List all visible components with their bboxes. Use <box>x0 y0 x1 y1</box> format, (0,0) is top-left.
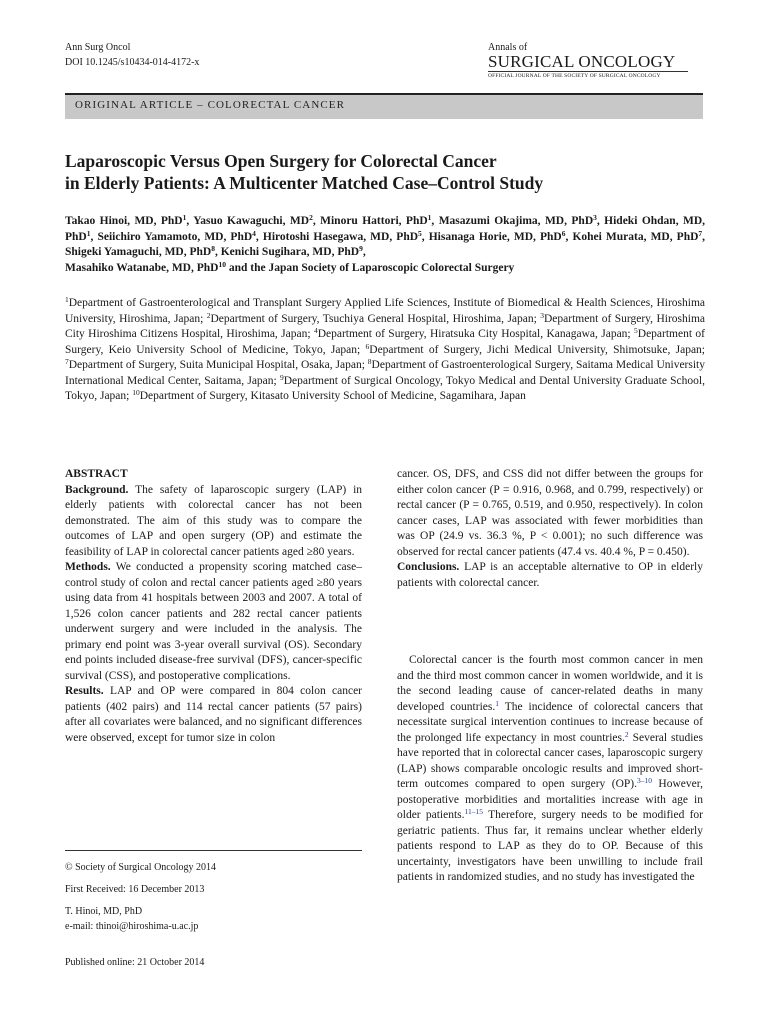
abstract-left-column <box>65 467 362 746</box>
methods-label: Methods. <box>65 561 111 573</box>
methods-text: We conducted a propensity scoring matched case–control study of colon and rectal cancer patients aged ≥80 years using data from 41 hospitals between 2003 and 2007. A total of 1,526 colon cancer patients and 282 rectal cancer patients underwent surgery and were included in the analysis. The primary end point was 3-year overall survival (OS). Secondary end points included disease-free survival (DFS), cancer-specific survival (CSS), and postoperative complications. <box>65 561 362 682</box>
intro-text: Colorectal cancer is the fourth most common cancer in men and the third most common cancer in women worldwide, and it is the second leading cause of cancer-related deaths in many developed countries. <box>397 654 703 713</box>
author-name: Kohei Murata, MD, PhD <box>572 230 699 243</box>
logo-journal-name: SURGICAL ONCOLOGY <box>488 53 688 72</box>
affiliation-number: 2 <box>206 310 211 320</box>
author-affiliation-ref: 3 <box>593 213 597 222</box>
section-label: ORIGINAL ARTICLE – COLORECTAL CANCER <box>75 99 346 111</box>
author-list: Takao Hinoi, MD, PhD$^1$, Yasuo Kawaguchi, $MD^2$, Minoru Hattori, PhD$^1$, Masazumi Okajima, MD, PhD$^3$, Hideki Ohdan, MD, PhD$^1$, Seiichiro Yamamoto, MD, PhD$^4$, Hirotoshi Hasegawa, MD, PhD$^5$, Hisanaga Horie, MD, PhD$^6$, Kohei Murata, MD, PhD$^7$, Shigeki Yamaguchi, MD, PhD$^8$, Kenichi Sugihara, MD, PhD$^9$, Masahiko Watanabe, MD, PhD$^{10}$ and the Japan Society of Laparoscopic Colorectal Surgery <box>65 213 706 274</box>
affiliation-number: 10 <box>132 388 140 397</box>
intro-text: Therefore, surgery needs to be modified for geriatric patients. Thus far, it remains unclear whether elderly patients respond to LAP as they do to OP. Because of this uncertainty, investigators have been unwilling to include frail patients in randomized studies, and no study has investigated the <box>397 809 703 883</box>
author-affiliation-ref: 1 <box>86 228 91 238</box>
logo-subtitle: OFFICIAL JOURNAL OF THE SOCIETY OF SURGICAL ONCOLOGY <box>488 73 661 79</box>
author-name: Kenichi Sugihara, MD, PhD <box>220 246 360 258</box>
article-title <box>65 150 705 194</box>
author-affiliation-ref: 10 <box>218 259 226 269</box>
citation-link[interactable]: 11–15 <box>464 807 484 816</box>
author-affiliation-ref: 6 <box>561 228 566 238</box>
affiliation-text: Department of Surgery, Hiratsuka City Hospital, Kanagawa, Japan; <box>317 328 631 340</box>
author-name: Masazumi Okajima, MD, PhD <box>438 215 594 227</box>
author-name: Minoru Hattori, PhD <box>320 215 428 227</box>
received-date: First Received: 16 December 2013 <box>65 884 205 895</box>
author-affiliation-ref: 2 <box>309 213 313 222</box>
author-affiliation-ref: 4 <box>252 228 256 238</box>
abstract-right-column <box>397 467 703 591</box>
affiliation-number: 8 <box>367 357 372 366</box>
abstract-heading: ABSTRACT <box>65 468 128 480</box>
journal-logo <box>488 42 688 80</box>
affiliation-number: 6 <box>365 341 370 351</box>
citation-link[interactable]: 3–10 <box>636 776 652 785</box>
article-info <box>65 860 362 934</box>
author-affiliation-ref: 9 <box>359 244 363 253</box>
author-name: Masahiko Watanabe, MD, PhD <box>65 261 219 274</box>
results-label: Results. <box>65 685 104 697</box>
affiliation-text: Department of Surgery, Kitasato University School of Medicine, Sagamihara, Japan <box>139 390 526 402</box>
author-name: Yasuo Kawaguchi, MD <box>193 215 310 227</box>
author-name: Seiichiro Yamamoto, MD, PhD <box>97 230 253 243</box>
intro-paragraph <box>397 653 703 886</box>
affiliation-text: Department of Surgery, Hiroshima City Hiroshima Citizens Hospital, Hiroshima, Japan; <box>65 312 706 340</box>
corresponding-author: T. Hinoi, MD, PhD <box>65 906 143 917</box>
title-line-2: in Elderly Patients: A Multicenter Matched Case–Control Study <box>65 173 544 193</box>
affiliation-number: 3 <box>540 310 544 320</box>
citation-link[interactable]: 1 <box>495 698 499 708</box>
affiliation-text: Department of Gastroenterological Surgery, Saitama Medical University International Medical Center, Saitama, Japan; <box>65 359 705 387</box>
conclusions-text: LAP is an acceptable alternative to OP in elderly patients with colorectal cancer. <box>397 561 703 589</box>
affiliation-number: 7 <box>65 357 69 366</box>
author-name: Hideki Ohdan, MD, PhD <box>65 215 706 243</box>
doi[interactable]: DOI 10.1245/s10434-014-4172-x <box>65 57 200 68</box>
journal-meta <box>65 40 199 70</box>
author-name: Takao Hinoi, MD, PhD <box>65 215 183 227</box>
intro-text: Several studies have reported that in colorectal cancer cases, laparoscopic surgery (LAP) shows comparable oncologic results and improved short-term outcomes compared to open surgery (OP). <box>397 731 703 790</box>
conclusions-label: Conclusions. <box>397 561 460 573</box>
journal-short-name: Ann Surg Oncol <box>65 42 131 53</box>
abstract-results <box>65 684 362 746</box>
intro-text: However, postoperative morbidities and mortalities increase with age in older patients. <box>397 778 703 821</box>
background-text: The safety of laparoscopic surgery (LAP) in elderly patients with colorectal cancer has not been demonstrated. The aim of this study was to compare the outcomes of LAP and open surgery (OP) and estimate the feasibility of LAP in colorectal cancer patients aged ≥80 years. <box>65 483 363 558</box>
results-text: LAP and OP were compared in 804 colon cancer patients (402 pairs) and 114 rectal cancer patients (57 pairs) after all covariates were balanced, and no significant differences were observed, except for tumor size in colon <box>65 685 362 744</box>
results-continued: cancer. OS, DFS, and CSS did not differ between the groups for either colon cancer (P = 0.916, 0.968, and 0.799, respectively) or rectal cancer (P = 0.765, 0.519, and 0.950, respectively). In colon cancer cases, LAP was associated with fewer morbidities than was OP (24.9 vs. 36.3 %, P < 0.001); no such difference was observed for rectal cancer patients (47.4 vs. 40.4 %, P = 0.450). <box>397 468 703 558</box>
affiliation-text: Department of Surgery, Tsuchiya General Hospital, Hiroshima, Japan; <box>210 312 537 325</box>
author-name: Hisanaga Horie, MD, PhD <box>428 230 562 243</box>
intro-text: The incidence of colorectal cancers that necessitate surgical intervention continues to increase because of the prolonged life expectancy in most countries. <box>397 700 703 744</box>
copyright-notice: © Society of Surgical Oncology 2014 <box>65 862 217 873</box>
affiliation-number: 1 <box>65 295 69 304</box>
affiliation-text: Department of Surgery, Suita Municipal Hospital, Osaka, Japan; <box>68 359 365 371</box>
footnote-divider <box>65 850 362 851</box>
author-affiliation-ref: 1 <box>182 213 187 222</box>
abstract-conclusions <box>397 560 703 591</box>
author-affiliation-ref: 7 <box>698 228 703 238</box>
abstract-background <box>65 483 362 561</box>
affiliation-text: Department of Surgical Oncology, Tokyo Medical and Dental University Graduate School, Tokyo, Japan; <box>65 374 705 402</box>
author-affiliation-ref: 5 <box>418 228 422 238</box>
affiliations <box>65 296 705 405</box>
corresponding-email[interactable]: e-mail: thinoi@hiroshima-u.ac.jp <box>65 921 199 932</box>
author-name: Shigeki Yamaguchi, MD, PhD <box>65 246 212 258</box>
author-affiliation-ref: 8 <box>211 244 215 253</box>
affiliation-text: Department of Surgery, Keio University School of Medicine, Tokyo, Japan; <box>65 328 705 356</box>
title-line-1: Laparoscopic Versus Open Surgery for Colorectal Cancer <box>65 151 497 171</box>
background-label: Background. <box>65 483 129 496</box>
logo-annals-text: Annals of <box>488 42 528 53</box>
affiliation-number: 9 <box>279 372 284 382</box>
affiliation-text: Department of Gastroenterological and Transplant Surgery Applied Life Sciences, Institute of Biomedical & Health Sciences, Hiroshima University, Hiroshima, Japan; <box>65 297 705 325</box>
section-band <box>65 93 703 119</box>
abstract-methods <box>65 560 362 684</box>
affiliation-number: 5 <box>634 326 638 335</box>
published-date: Published online: 21 October 2014 <box>65 957 205 968</box>
author-group: and the Japan Society of Laparoscopic Colorectal Surgery <box>228 261 515 274</box>
author-affiliation-ref: 1 <box>427 213 432 222</box>
affiliation-number: 4 <box>313 326 318 335</box>
introduction <box>397 653 703 886</box>
citation-link[interactable]: 2 <box>624 729 629 739</box>
author-name: Hirotoshi Hasegawa, MD, PhD <box>262 230 419 243</box>
affiliation-text: Department of Surgery, Jichi Medical University, Shimotsuke, Japan; <box>369 343 705 356</box>
